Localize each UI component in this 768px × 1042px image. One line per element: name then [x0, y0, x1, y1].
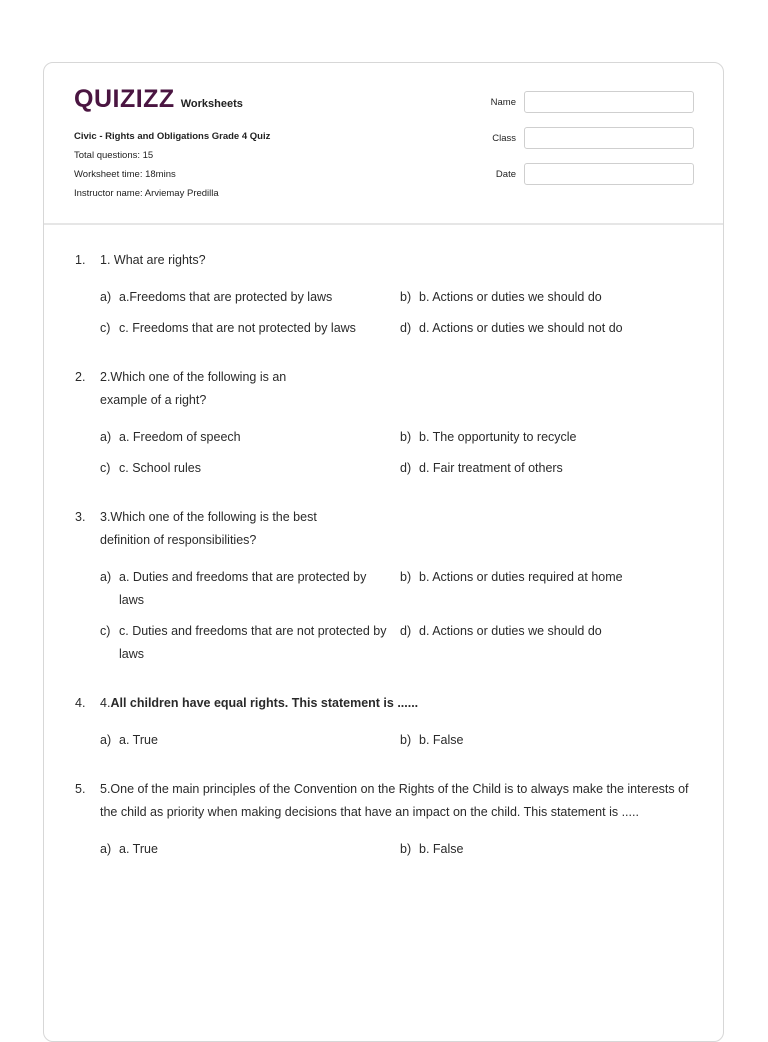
- question-list: [75, 249, 705, 887]
- question-number: 2.: [75, 370, 86, 384]
- option-letter: d): [400, 461, 412, 475]
- option-letter: a): [100, 842, 112, 856]
- option-letter: b): [400, 733, 412, 747]
- option-text: a.Freedoms that are protected by laws: [119, 290, 333, 304]
- class-input[interactable]: [524, 127, 694, 149]
- option-letter: b): [400, 570, 412, 584]
- option-list: [100, 838, 705, 861]
- class-field-row: [474, 127, 694, 149]
- question-2: [75, 366, 705, 480]
- option-b[interactable]: [400, 838, 700, 861]
- name-label: Name: [490, 96, 516, 108]
- option-text: a. Duties and freedoms that are protected by laws: [119, 570, 367, 607]
- option-list: [100, 426, 705, 480]
- option-letter: c): [100, 624, 111, 638]
- question-number: 3.: [75, 510, 86, 524]
- option-d[interactable]: [400, 317, 700, 340]
- date-label: Date: [495, 168, 516, 180]
- question-4: [75, 692, 705, 752]
- brand-subtitle: Worksheets: [180, 98, 243, 110]
- worksheet-time: Worksheet time: 18mins: [74, 169, 176, 180]
- worksheet-sheet: [43, 62, 724, 1042]
- question-number: 1.: [75, 253, 86, 267]
- option-text: c. School rules: [119, 461, 201, 475]
- option-text: b. False: [419, 733, 464, 747]
- question-number: 4.: [75, 696, 86, 710]
- option-letter: a): [100, 290, 112, 304]
- option-list: [100, 729, 705, 752]
- option-b[interactable]: [400, 426, 700, 449]
- option-text: b. False: [419, 842, 464, 856]
- student-fields: [474, 91, 694, 199]
- option-text: b. Actions or duties required at home: [419, 570, 623, 584]
- option-letter: b): [400, 842, 412, 856]
- option-a[interactable]: [100, 838, 400, 861]
- option-b[interactable]: [400, 729, 700, 752]
- option-a[interactable]: [100, 566, 400, 612]
- option-c[interactable]: [100, 457, 400, 480]
- option-d[interactable]: [400, 620, 700, 666]
- option-text: b. Actions or duties we should do: [419, 290, 602, 304]
- option-letter: a): [100, 570, 112, 584]
- option-text: c. Freedoms that are not protected by laws: [119, 321, 356, 335]
- question-bold-text: All children have equal rights. This statement is ......: [110, 696, 419, 710]
- option-a[interactable]: [100, 286, 400, 309]
- option-text: c. Duties and freedoms that are not protected by laws: [119, 624, 387, 661]
- class-label: Class: [492, 132, 516, 144]
- option-d[interactable]: [400, 457, 700, 480]
- question-text: [100, 692, 705, 715]
- question-3: [75, 506, 705, 666]
- question-text: 1. What are rights?: [100, 253, 206, 267]
- question-1: [75, 249, 705, 340]
- option-text: a. True: [119, 733, 158, 747]
- question-prefix: 4.: [100, 696, 111, 710]
- option-text: b. The opportunity to recycle: [419, 430, 577, 444]
- name-field-row: [474, 91, 694, 113]
- question-number: 5.: [75, 782, 86, 796]
- option-text: d. Actions or duties we should do: [419, 624, 602, 638]
- option-b[interactable]: [400, 566, 700, 612]
- option-letter: a): [100, 733, 112, 747]
- question-5: [75, 778, 705, 861]
- quizizz-logo: QUIZIZZ: [74, 85, 175, 113]
- option-a[interactable]: [100, 426, 400, 449]
- option-c[interactable]: [100, 317, 400, 340]
- option-text: a. True: [119, 842, 158, 856]
- option-letter: a): [100, 430, 112, 444]
- option-list: [100, 286, 705, 340]
- option-letter: b): [400, 430, 412, 444]
- date-input[interactable]: [524, 163, 694, 185]
- worksheet-header: [44, 63, 723, 225]
- option-letter: d): [400, 624, 412, 638]
- option-text: a. Freedom of speech: [119, 430, 241, 444]
- name-input[interactable]: [524, 91, 694, 113]
- option-c[interactable]: [100, 620, 400, 666]
- option-a[interactable]: [100, 729, 400, 752]
- instructor-name: Instructor name: Arviemay Predilla: [74, 188, 219, 199]
- option-letter: c): [100, 461, 111, 475]
- option-text: d. Actions or duties we should not do: [419, 321, 623, 335]
- worksheet-title: Civic - Rights and Obligations Grade 4 Quiz: [74, 131, 271, 142]
- total-questions: Total questions: 15: [74, 150, 154, 161]
- option-text: d. Fair treatment of others: [419, 461, 563, 475]
- option-letter: d): [400, 321, 412, 335]
- question-text: 2.Which one of the following is an example of a right?: [100, 370, 287, 407]
- question-text: 3.Which one of the following is the best definition of responsibilities?: [100, 510, 317, 547]
- option-b[interactable]: [400, 286, 700, 309]
- question-text: 5.One of the main principles of the Convention on the Rights of the Child is to always make the interests of the child as priority when making decisions that have an impact on the child. This statement is .....: [100, 782, 689, 819]
- option-letter: c): [100, 321, 111, 335]
- date-field-row: [474, 163, 694, 185]
- option-list: [100, 566, 705, 666]
- worksheet-meta: [74, 127, 270, 203]
- option-letter: b): [400, 290, 412, 304]
- brand: [74, 85, 243, 114]
